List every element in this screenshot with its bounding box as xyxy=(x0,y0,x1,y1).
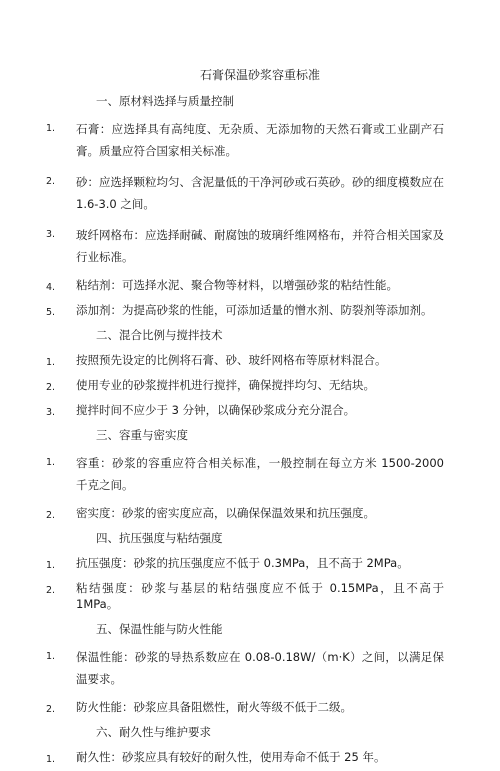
list-number: 2. xyxy=(46,382,56,393)
list-text: 保温性能：砂浆的导热系数应在 0.08-0.18W/（m·K）之间，以满足保温要求。 xyxy=(76,650,444,686)
list-text: 使用专业的砂浆搅拌机进行搅拌，确保搅拌均匀、无结块。 xyxy=(76,378,375,392)
section-list-1 xyxy=(46,118,444,318)
list-text: 砂：应选择颗粒均匀、含泥量低的干净河砂或石英砂。砂的细度模数应在 1.6-3.0 之间。 xyxy=(76,175,444,211)
document-title: 石膏保温砂浆容重标准 xyxy=(199,68,320,82)
list-item xyxy=(46,699,444,715)
list-number: 2. xyxy=(46,176,56,187)
list-item xyxy=(46,646,444,690)
list-item xyxy=(46,580,444,612)
list-text: 防火性能：砂浆应具备阻燃性，耐火等级不低于二级。 xyxy=(76,700,352,714)
list-item xyxy=(46,377,444,393)
list-text: 搅拌时间不应少于 3 分钟，以确保砂浆成分充分混合。 xyxy=(76,403,356,417)
section-heading-5: 五、保温性能与防火性能 xyxy=(96,622,223,636)
section-heading-4: 四、抗压强度与粘结强度 xyxy=(96,531,223,545)
list-text: 石膏：应选择具有高纯度、无杂质、无添加物的天然石膏或工业副产石膏。质量应符合国家相关标准。 xyxy=(76,122,444,158)
list-number: 1. xyxy=(46,651,56,662)
section-list-5 xyxy=(46,646,444,715)
list-item xyxy=(46,749,444,765)
list-item xyxy=(46,171,444,215)
section-heading-6: 六、耐久性与维护要求 xyxy=(96,725,211,739)
section-list-4 xyxy=(46,555,444,612)
section-heading-1: 一、原材料选择与质量控制 xyxy=(96,94,234,108)
list-text: 玻纤网格布：应选择耐碱、耐腐蚀的玻璃纤维网格布，并符合相关国家及行业标准。 xyxy=(76,228,444,264)
list-text: 粘结剂：可选择水泥、聚合物等材料，以增强砂浆的粘结性能。 xyxy=(76,278,398,292)
list-number: 1. xyxy=(46,123,56,134)
list-number: 2. xyxy=(46,585,56,596)
list-number: 2. xyxy=(46,704,56,715)
list-item xyxy=(46,505,444,521)
list-item xyxy=(46,118,444,162)
section-list-2 xyxy=(46,352,444,418)
list-number: 1. xyxy=(46,357,56,368)
list-number: 5. xyxy=(46,307,56,318)
list-text: 抗压强度：砂浆的抗压强度应不低于 0.3MPa，且不高于 2MPa。 xyxy=(76,556,409,570)
section-list-3 xyxy=(46,452,444,521)
list-item xyxy=(46,352,444,368)
list-text: 容重：砂浆的容重应符合相关标准，一般控制在每立方米 1500-2000 千克之间。 xyxy=(76,456,444,492)
list-number: 1. xyxy=(46,560,56,571)
list-item xyxy=(46,277,444,293)
list-item xyxy=(46,224,444,268)
list-number: 1. xyxy=(46,754,56,765)
section-list-6 xyxy=(46,749,444,765)
list-number: 3. xyxy=(46,407,56,418)
list-text: 按照预先设定的比例将石膏、砂、玻纤网格布等原材料混合。 xyxy=(76,353,387,367)
list-text: 耐久性：砂浆应具有较好的耐久性，使用寿命不低于 25 年。 xyxy=(76,750,386,764)
section-heading-3: 三、容重与密实度 xyxy=(96,428,188,442)
list-item xyxy=(46,452,444,496)
list-number: 2. xyxy=(46,510,56,521)
list-text: 密实度：砂浆的密实度应高，以确保保温效果和抗压强度。 xyxy=(76,506,375,520)
list-number: 1. xyxy=(46,457,56,468)
list-item xyxy=(46,302,444,318)
list-text: 粘结强度：砂浆与基层的粘结强度应不低于 0.15MPa，且不高于 1MPa。 xyxy=(76,581,444,611)
list-item xyxy=(46,555,444,571)
list-text: 添加剂：为提高砂浆的性能，可添加适量的憎水剂、防裂剂等添加剂。 xyxy=(76,303,433,317)
list-number: 4. xyxy=(46,282,56,293)
list-item xyxy=(46,402,444,418)
list-number: 3. xyxy=(46,229,56,240)
section-heading-2: 二、混合比例与搅拌技术 xyxy=(96,328,223,342)
